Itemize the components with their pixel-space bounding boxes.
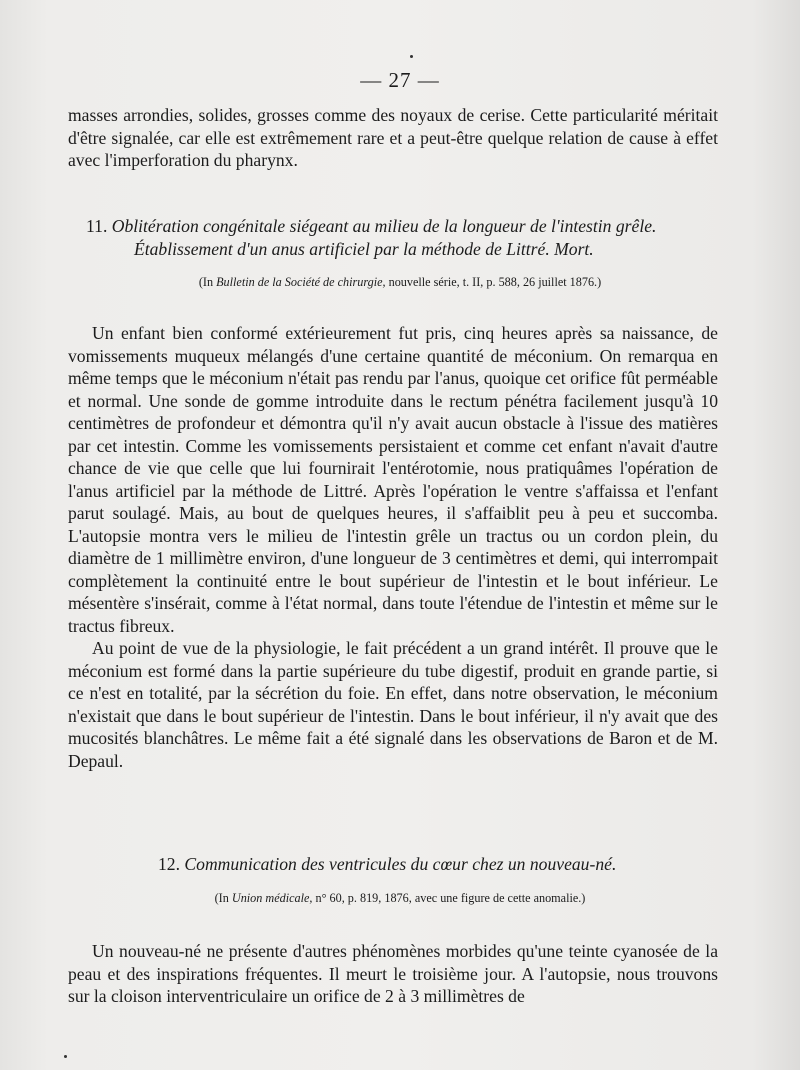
case-12-source [0,891,800,906]
case-12-heading [158,853,758,876]
page-number: — 27 — [360,68,440,92]
ink-speck [410,55,413,58]
ink-speck [64,1055,67,1058]
case-11-source-journal: Bulletin de la Société de chirurgie, [216,275,386,289]
case-11-source [0,275,800,290]
case-11-source-details: nouvelle série, t. II, p. 588, 26 juillet 1876.) [388,275,602,289]
case-11-heading [86,215,736,238]
case-11-number: 11. [86,216,108,236]
case-12-body [68,940,718,1008]
case-12-source-prefix: (In [214,891,229,905]
case-11-heading-line2 [134,238,734,261]
case-12-number: 12. [158,854,180,874]
case-12-title: Communication des ventricules du cœur chez un nouveau-né. [184,854,617,874]
case-11-title-line2: Établissement d'un anus artificiel par la méthode de Littré. Mort. [134,239,594,259]
case-12-source-journal: Union médicale, [231,891,313,905]
case-12-source-details: n° 60, p. 819, 1876, avec une figure de cette anomalie.) [315,891,586,905]
case-11-source-prefix: (In [198,275,214,289]
case-11-paragraph-2: Au point de vue de la physiologie, le fait précédent a un grand intérêt. Il prouve que le méconium est formé dans la partie supérieure du tube digestif, produit en grande partie, si ce n'est en totalité, par la sécrétion du foie. En effet, dans notre observation, le méconium n'existait que dans le bout supérieur de l'intestin. Dans le bout inférieur, il n'y avait que des mucosités blanchâtres. Le même fait a été signalé dans les observations de Baron et de M. Depaul. [68,638,718,771]
intro-paragraph-block [68,104,718,172]
intro-paragraph: masses arrondies, solides, grosses comme des noyaux de cerise. Cette particularité méritait d'être signalée, car elle est extrêmement rare et a peut-être quelque relation de cause à effet avec l'imperforation du pharynx. [68,105,718,170]
case-12-paragraph-1: Un nouveau-né ne présente d'autres phénomènes morbides qu'une teinte cyanosée de la peau et des inspirations fréquentes. Il meurt le troisième jour. A l'autopsie, nous trouvons sur la cloison interventriculaire un orifice de 2 à 3 millimètres de [68,941,718,1006]
case-11-body [68,322,718,772]
case-11-title-line1: Oblitération congénitale siégeant au milieu de la longueur de l'intestin grêle. [111,216,657,236]
case-11-paragraph-1: Un enfant bien conformé extérieurement fut pris, cinq heures après sa naissance, de vomissements muqueux mélangés d'une certaine quantité de méconium. On remarqua en même temps que le méconium n'était pas rendu par l'anus, quoique cet orifice fût perméable et normal. Une sonde de gomme introduite dans le rectum pénétra facilement jusqu'à 10 centimètres de profondeur et démontra qu'il n'y avait aucun obstacle à l'issue des matières par cet intestin. Comme les vomissements persistaient et comme cet enfant n'avait d'autre chance de vie que celle que lui fournirait l'entérotomie, nous pratiquâmes l'opération de l'anus artificiel par la méthode de Littré. Après l'opération le ventre s'affaissa et l'enfant parut soulagé. Mais, au bout de quelques heures, il s'affaiblit peu à peu et succomba. L'autopsie montra vers le milieu de l'intestin grêle un tractus ou un cordon plein, du diamètre de 1 millimètre environ, d'une longueur de 3 centimètres et demi, qui interrompait complètement la continuité entre le bout supérieur de l'intestin et le bout inférieur. Le mésentère s'insérait, comme à l'état normal, dans toute l'étendue de l'intestin et même sur le tractus fibreux. [68,323,718,636]
